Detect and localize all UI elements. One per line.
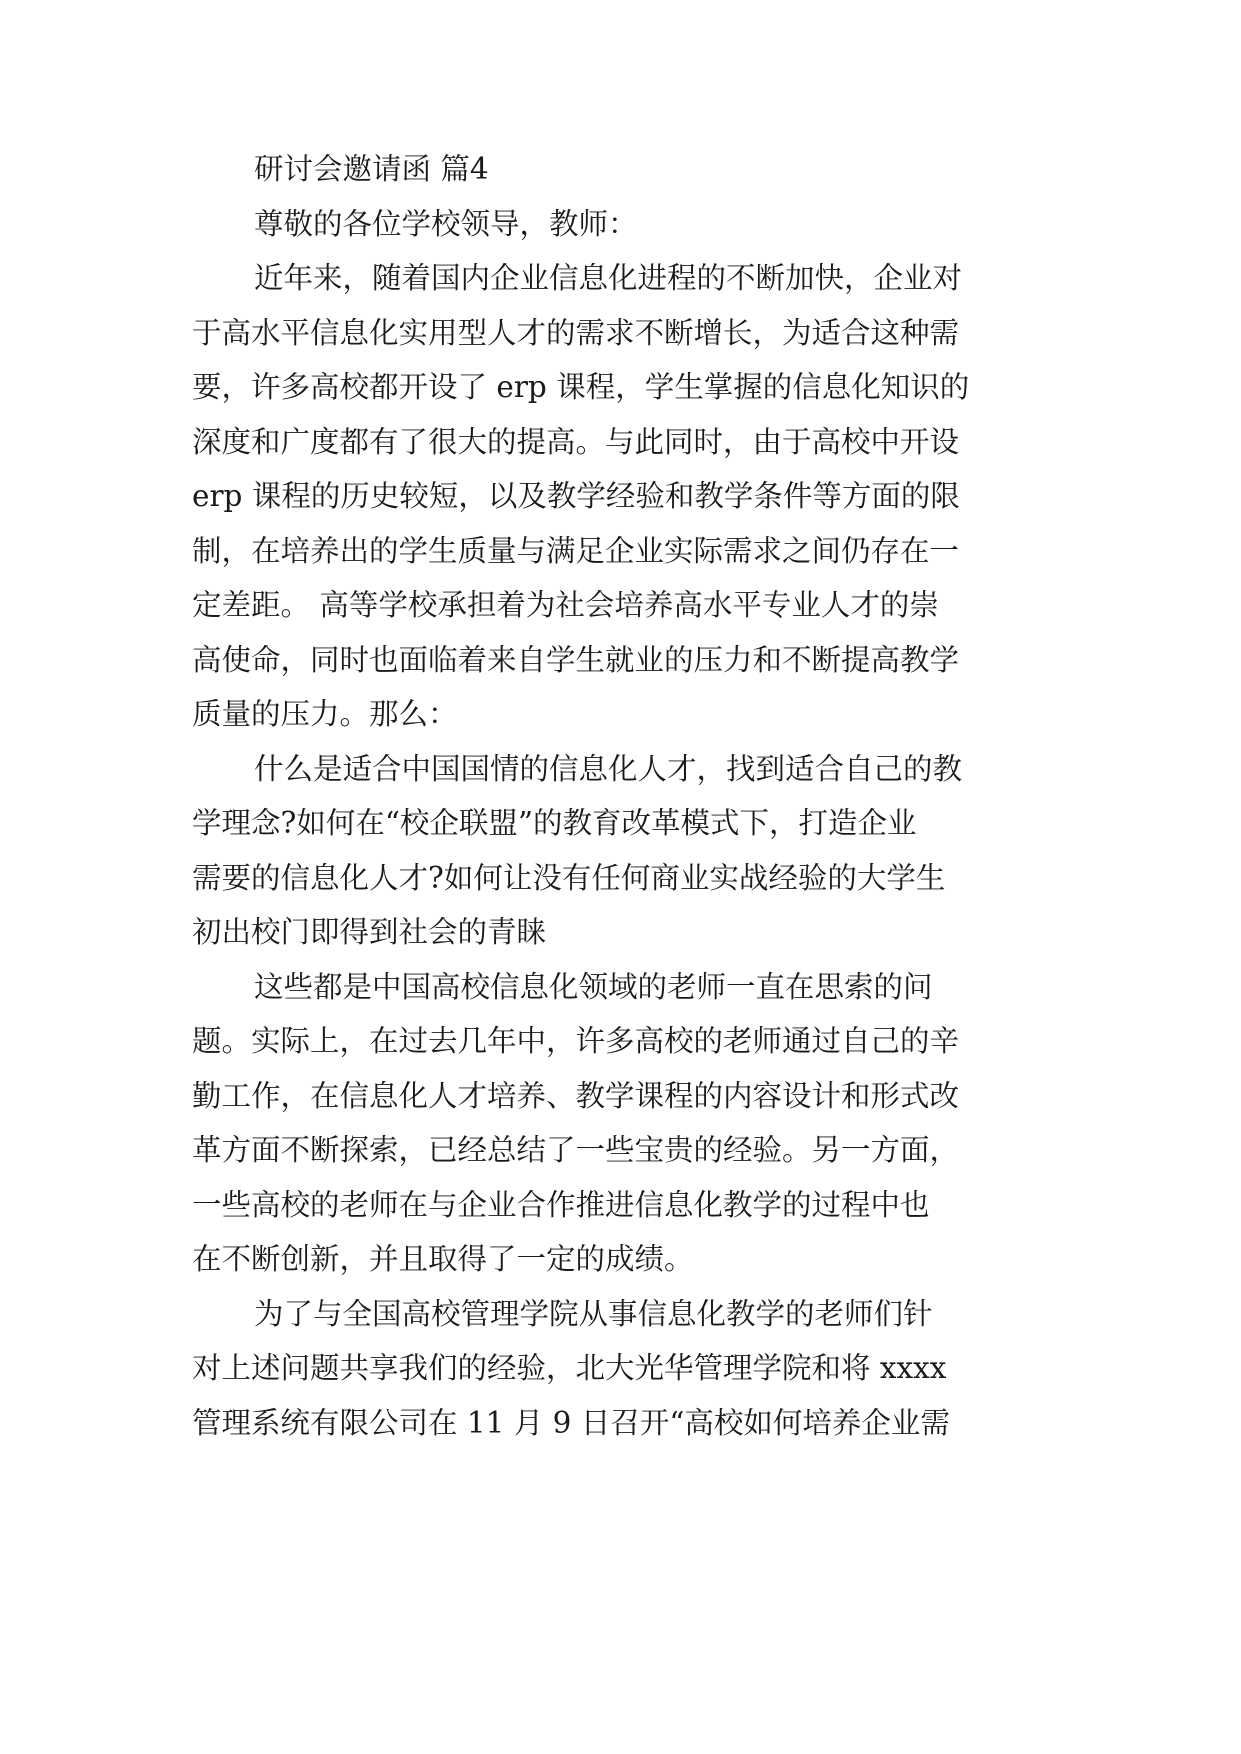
body-line: erp 课程的历史较短，以及教学经验和教学条件等方面的限 <box>192 479 960 513</box>
body-line: 初出校门即得到社会的青睐 <box>192 915 547 949</box>
body-line: 在不断创新，并且取得了一定的成绩。 <box>192 1242 694 1276</box>
body-line: 革方面不断探索，已经总结了一些宝贵的经验。另一方面， <box>192 1133 960 1167</box>
body-line: 题。实际上，在过去几年中，许多高校的老师通过自己的辛 <box>192 1024 960 1058</box>
body-line: 近年来，随着国内企业信息化进程的不断加快，企业对 <box>254 261 963 295</box>
body-line: 这些都是中国高校信息化领域的老师一直在思索的问 <box>254 970 933 1004</box>
body-line: 对上述问题共享我们的经验，北大光华管理学院和将 xxxx <box>192 1351 947 1385</box>
body-line: 制，在培养出的学生质量与满足企业实际需求之间仍存在一 <box>192 534 960 568</box>
body-line: 什么是适合中国国情的信息化人才，找到适合自己的教 <box>254 752 963 786</box>
body-line: 定差距。 高等学校承担着为社会培养高水平专业人才的崇 <box>192 588 939 622</box>
body-line: 质量的压力。那么： <box>192 697 458 731</box>
body-line: 管理系统有限公司在 11 月 9 日召开“高校如何培养企业需 <box>192 1406 950 1440</box>
body-line: 深度和广度都有了很大的提高。与此同时，由于高校中开设 <box>192 425 960 459</box>
body-line: 学理念?如何在“校企联盟”的教育改革模式下，打造企业 <box>192 806 917 840</box>
body-line: 勤工作，在信息化人才培养、教学课程的内容设计和形式改 <box>192 1079 960 1113</box>
body-line: 高使命，同时也面临着来自学生就业的压力和不断提高教学 <box>192 643 960 677</box>
document-title: 研讨会邀请函 篇4 <box>254 152 489 186</box>
salutation: 尊敬的各位学校领导，教师： <box>254 207 638 241</box>
body-line: 为了与全国高校管理学院从事信息化教学的老师们针 <box>254 1297 933 1331</box>
body-line: 需要的信息化人才?如何让没有任何商业实战经验的大学生 <box>192 861 946 895</box>
body-line: 要，许多高校都开设了 erp 课程，学生掌握的信息化知识的 <box>192 370 970 404</box>
body-line: 一些高校的老师在与企业合作推进信息化教学的过程中也 <box>192 1188 930 1222</box>
body-line: 于高水平信息化实用型人才的需求不断增长，为适合这种需 <box>192 316 960 350</box>
